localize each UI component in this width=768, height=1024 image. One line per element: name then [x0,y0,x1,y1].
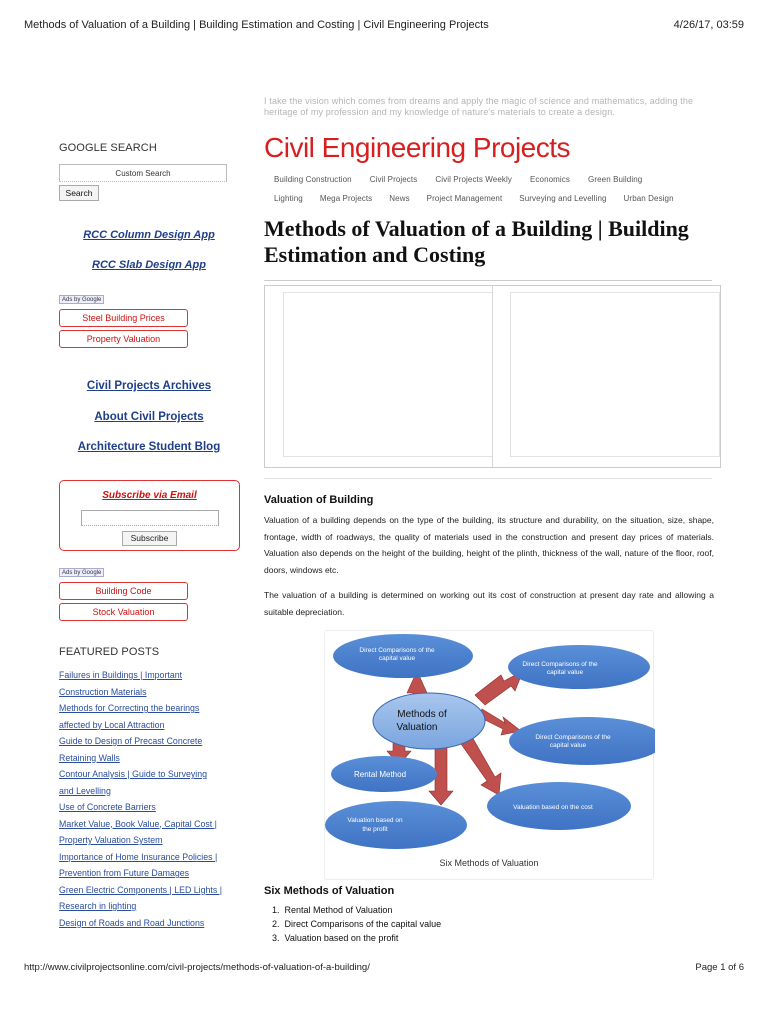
rcc-slab-app-link[interactable]: RCC Slab Design App [92,259,206,271]
featured-post-link[interactable]: Importance of Home Insurance Policies | [59,851,218,862]
featured-post-link[interactable]: Retaining Walls [59,752,120,763]
node-label: Valuation based on the cost [513,804,593,811]
list-item-text: Rental Method of Valuation [284,905,393,915]
featured-post-link[interactable]: Design of Roads and Road Junctions [59,917,205,928]
node-label: Direct Comparisons of the [522,661,598,668]
print-datetime: 4/26/17, 03:59 [673,19,744,31]
valuation-methods-diagram [324,630,654,880]
ad-link-property-valuation[interactable]: Property Valuation [59,330,188,348]
featured-posts-list [59,667,249,931]
ads-by-google-badge[interactable]: Ads by Google [59,295,104,304]
nav-item[interactable]: Civil Projects Weekly [435,175,512,184]
search-button[interactable]: Search [59,185,99,201]
diagram-graphic [325,631,655,881]
featured-post-link[interactable]: Property Valuation System [59,835,163,845]
nav-item[interactable]: Building Construction [274,175,352,184]
featured-post-link[interactable]: Prevention from Future Damages [59,868,190,878]
nav-row-2 [264,189,724,208]
section-title: Six Methods of Valuation [264,885,395,897]
nav-item[interactable]: News [389,194,410,203]
list-item-text: Direct Comparisons of the capital value [284,919,442,929]
search-heading: GOOGLE SEARCH [59,142,157,154]
rcc-column-app-link[interactable]: RCC Column Design App [83,229,215,241]
node-label: Direct Comparisons of the [359,647,435,654]
about-link[interactable]: About Civil Projects [94,411,204,423]
node-label: Rental Method [353,770,407,779]
site-title[interactable]: Civil Engineering Projects [264,132,571,163]
featured-post-link[interactable]: Construction Materials [59,686,147,697]
ad-link-steel-building-prices[interactable]: Steel Building Prices [59,309,188,327]
subscribe-button[interactable]: Subscribe [122,531,177,546]
featured-post-link[interactable]: Green Electric Components | LED Lights | [59,884,222,895]
ad-link-building-code[interactable]: Building Code [59,582,188,600]
subscribe-title: Subscribe via Email [102,490,197,501]
archives-link[interactable]: Civil Projects Archives [86,380,212,392]
article-heading: Methods of Valuation of a Building | Building Estimation and Costing [264,216,689,267]
category-nav [264,170,724,208]
featured-post-link[interactable]: and Levelling [59,785,111,796]
paragraph: The valuation of a building is determined on working out its cost of construction at present day rate and allowing a suitable depreciation. [264,590,714,617]
divider [492,286,493,467]
list-item: 3. Valuation based on the profit [272,933,399,943]
center-node [373,693,485,749]
print-footer-page: Page 1 of 6 [695,962,744,973]
list-item: 2. Direct Comparisons of the capital value [272,919,442,929]
print-footer-url: http://www.civilprojectsonline.com/civil-projects/methods-of-valuation-of-a-building/ [24,962,370,973]
node-ellipse [509,717,655,765]
divider [264,280,712,281]
featured-post-link[interactable]: Research in lighting [59,901,137,911]
section-title: Valuation of Building [264,494,374,506]
ad-slot-right[interactable] [510,292,720,457]
nav-row-1 [264,170,724,189]
node-ellipse [325,801,467,849]
featured-post-link[interactable]: Failures in Buildings | Important [59,670,183,680]
site-tagline: I take the vision which comes from dreams and apply the magic of science and mathematics, adding the heritage of my profession and my knowledge of nature's materials to create a design. [264,96,694,117]
featured-heading: FEATURED POSTS [59,646,160,658]
nav-item[interactable]: Surveying and Levelling [519,194,607,203]
node-label: the profit [362,826,388,833]
ad-link-stock-valuation[interactable]: Stock Valuation [59,603,188,621]
divider [264,478,712,479]
node-label: Valuation based on [347,817,403,824]
search-input[interactable]: Custom Search [59,164,227,182]
center-label-line1: Methods of [397,709,447,720]
center-label-line2: Valuation [396,722,438,733]
featured-post-link[interactable]: Contour Analysis | Guide to Surveying [59,769,208,779]
nav-item[interactable]: Mega Projects [319,194,373,203]
ad-slot-left[interactable] [283,292,493,457]
list-item-text: Valuation based on the profit [284,933,399,943]
featured-post-link[interactable]: Methods for Correcting the bearings [59,703,200,713]
featured-post-link[interactable]: Use of Concrete Barriers [59,802,156,812]
subscribe-box [59,480,240,551]
node-label: Direct Comparisons of the [535,734,611,741]
nav-item[interactable]: Lighting [274,194,303,203]
nav-item[interactable]: Civil Projects [369,175,418,184]
node-label: capital value [546,669,584,676]
featured-post-link[interactable]: Market Value, Book Value, Capital Cost | [59,818,217,829]
list-item: 1. Rental Method of Valuation [272,905,393,915]
diagram-caption: Six Methods of Valuation [439,858,539,868]
node-label: capital value [549,742,587,749]
featured-post-link[interactable]: affected by Local Attraction [59,719,165,730]
ad-banner-area[interactable] [264,285,721,468]
nav-item[interactable]: Economics [529,175,571,184]
student-blog-link[interactable]: Architecture Student Blog [77,441,221,453]
print-header [24,19,744,33]
paragraph: Valuation of a building depends on the type of the building, its structure and durability, on the situation, size, shape, frontage, width of roadways, the quality of materials used in the construction and present day prices of materials. Valuation also depends on the height of the building, height of the plinth, thickness of the wall, nature of the floor, roof, doors, windows etc. [264,515,714,575]
node-label: capital value [378,655,416,662]
nav-item[interactable]: Urban Design [623,194,674,203]
email-field[interactable] [81,510,219,526]
methods-list [272,903,441,945]
nav-item[interactable]: Green Building [588,175,643,184]
ads-by-google-badge[interactable]: Ads by Google [59,568,104,577]
print-page-title: Methods of Valuation of a Building | Building Estimation and Costing | Civil Engineering Projects [24,19,489,31]
nav-item[interactable]: Project Management [426,194,503,203]
featured-post-link[interactable]: Guide to Design of Precast Concrete [59,736,203,746]
